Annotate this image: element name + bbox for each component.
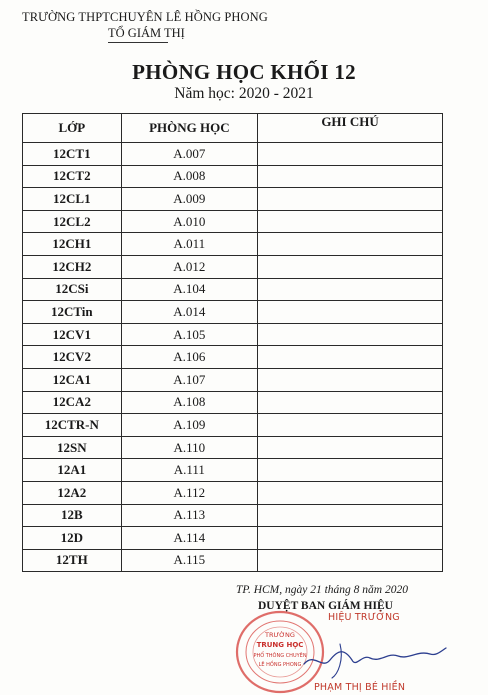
- table-row: [23, 165, 443, 188]
- class-cell: 12A1: [23, 459, 122, 482]
- class-cell: 12CV2: [23, 346, 122, 369]
- class-cell: 12CTR-N: [23, 414, 122, 437]
- note-cell: [258, 436, 443, 459]
- room-cell: A.106: [121, 346, 257, 369]
- table-row: [23, 143, 443, 166]
- class-cell: 12A2: [23, 481, 122, 504]
- room-cell: A.104: [121, 278, 257, 301]
- class-cell: 12CTin: [23, 301, 122, 324]
- note-cell: [258, 414, 443, 437]
- note-cell: [258, 143, 443, 166]
- room-cell: A.107: [121, 368, 257, 391]
- room-cell: A.114: [121, 527, 257, 550]
- class-cell: 12CA1: [23, 368, 122, 391]
- principal-name: PHẠM THỊ BÉ HIỀN: [314, 682, 406, 693]
- class-cell: 12CL1: [23, 188, 122, 211]
- room-cell: A.008: [121, 165, 257, 188]
- note-cell: [258, 165, 443, 188]
- seal-line: TRƯỜNG: [265, 631, 295, 639]
- room-cell: A.010: [121, 210, 257, 233]
- room-cell: A.112: [121, 481, 257, 504]
- table-row: [23, 278, 443, 301]
- note-cell: [258, 210, 443, 233]
- table-row: [23, 210, 443, 233]
- class-cell: 12CH1: [23, 233, 122, 256]
- table-row: [23, 436, 443, 459]
- approval-heading: DUYỆT BAN GIÁM HIỆU: [258, 600, 393, 612]
- table-header-row: [23, 114, 443, 143]
- class-cell: 12CSi: [23, 278, 122, 301]
- school-year: Năm học: 2020 - 2021: [174, 85, 314, 102]
- class-cell: 12CA2: [23, 391, 122, 414]
- table-row: [23, 346, 443, 369]
- note-cell: [258, 391, 443, 414]
- class-cell: 12CT1: [23, 143, 122, 166]
- note-cell: [258, 504, 443, 527]
- principal-title: HIỆU TRƯỞNG: [328, 612, 400, 623]
- room-cell: A.108: [121, 391, 257, 414]
- table-row: [23, 481, 443, 504]
- note-cell: [258, 346, 443, 369]
- department-name: TỔ GIÁM THỊ: [108, 26, 185, 40]
- column-header-note: GHI CHÚ: [258, 114, 443, 143]
- handwritten-signature: [300, 630, 450, 685]
- note-cell: [258, 368, 443, 391]
- note-cell: [258, 549, 443, 572]
- table-row: [23, 459, 443, 482]
- class-cell: 12B: [23, 504, 122, 527]
- column-header-class: LỚP: [23, 114, 122, 143]
- room-cell: A.115: [121, 549, 257, 572]
- class-cell: 12SN: [23, 436, 122, 459]
- seal-line: PHỔ THÔNG CHUYÊN: [253, 653, 307, 659]
- note-cell: [258, 188, 443, 211]
- note-cell: [258, 255, 443, 278]
- room-cell: A.009: [121, 188, 257, 211]
- note-cell: [258, 459, 443, 482]
- table-row: [23, 527, 443, 550]
- table-row: [23, 391, 443, 414]
- classroom-table: [22, 113, 443, 572]
- document-title: PHÒNG HỌC KHỐI 12: [132, 60, 356, 84]
- table-row: [23, 233, 443, 256]
- room-cell: A.111: [121, 459, 257, 482]
- table-row: [23, 414, 443, 437]
- note-cell: [258, 481, 443, 504]
- room-cell: A.012: [121, 255, 257, 278]
- table-row: [23, 368, 443, 391]
- issue-date: TP. HCM, ngày 21 tháng 8 năm 2020: [236, 584, 408, 596]
- class-cell: 12CV1: [23, 323, 122, 346]
- school-name: TRƯỜNG THPTCHUYÊN LÊ HỒNG PHONG: [22, 10, 268, 24]
- seal-line: LÊ HỒNG PHONG: [258, 662, 302, 668]
- room-cell: A.105: [121, 323, 257, 346]
- column-header-room: PHÒNG HỌC: [121, 114, 257, 143]
- room-cell: A.007: [121, 143, 257, 166]
- table-row: [23, 504, 443, 527]
- note-cell: [258, 278, 443, 301]
- room-cell: A.014: [121, 301, 257, 324]
- class-cell: 12D: [23, 527, 122, 550]
- room-cell: A.011: [121, 233, 257, 256]
- table-row: [23, 323, 443, 346]
- class-cell: 12CT2: [23, 165, 122, 188]
- room-cell: A.110: [121, 436, 257, 459]
- note-cell: [258, 233, 443, 256]
- note-cell: [258, 323, 443, 346]
- table-row: [23, 255, 443, 278]
- class-cell: 12CH2: [23, 255, 122, 278]
- room-cell: A.113: [121, 504, 257, 527]
- table-row: [23, 549, 443, 572]
- department-underline: [108, 42, 168, 43]
- seal-line: TRUNG HỌC: [256, 641, 304, 649]
- note-cell: [258, 527, 443, 550]
- table-row: [23, 301, 443, 324]
- note-cell: [258, 301, 443, 324]
- room-cell: A.109: [121, 414, 257, 437]
- class-cell: 12TH: [23, 549, 122, 572]
- class-cell: 12CL2: [23, 210, 122, 233]
- table-row: [23, 188, 443, 211]
